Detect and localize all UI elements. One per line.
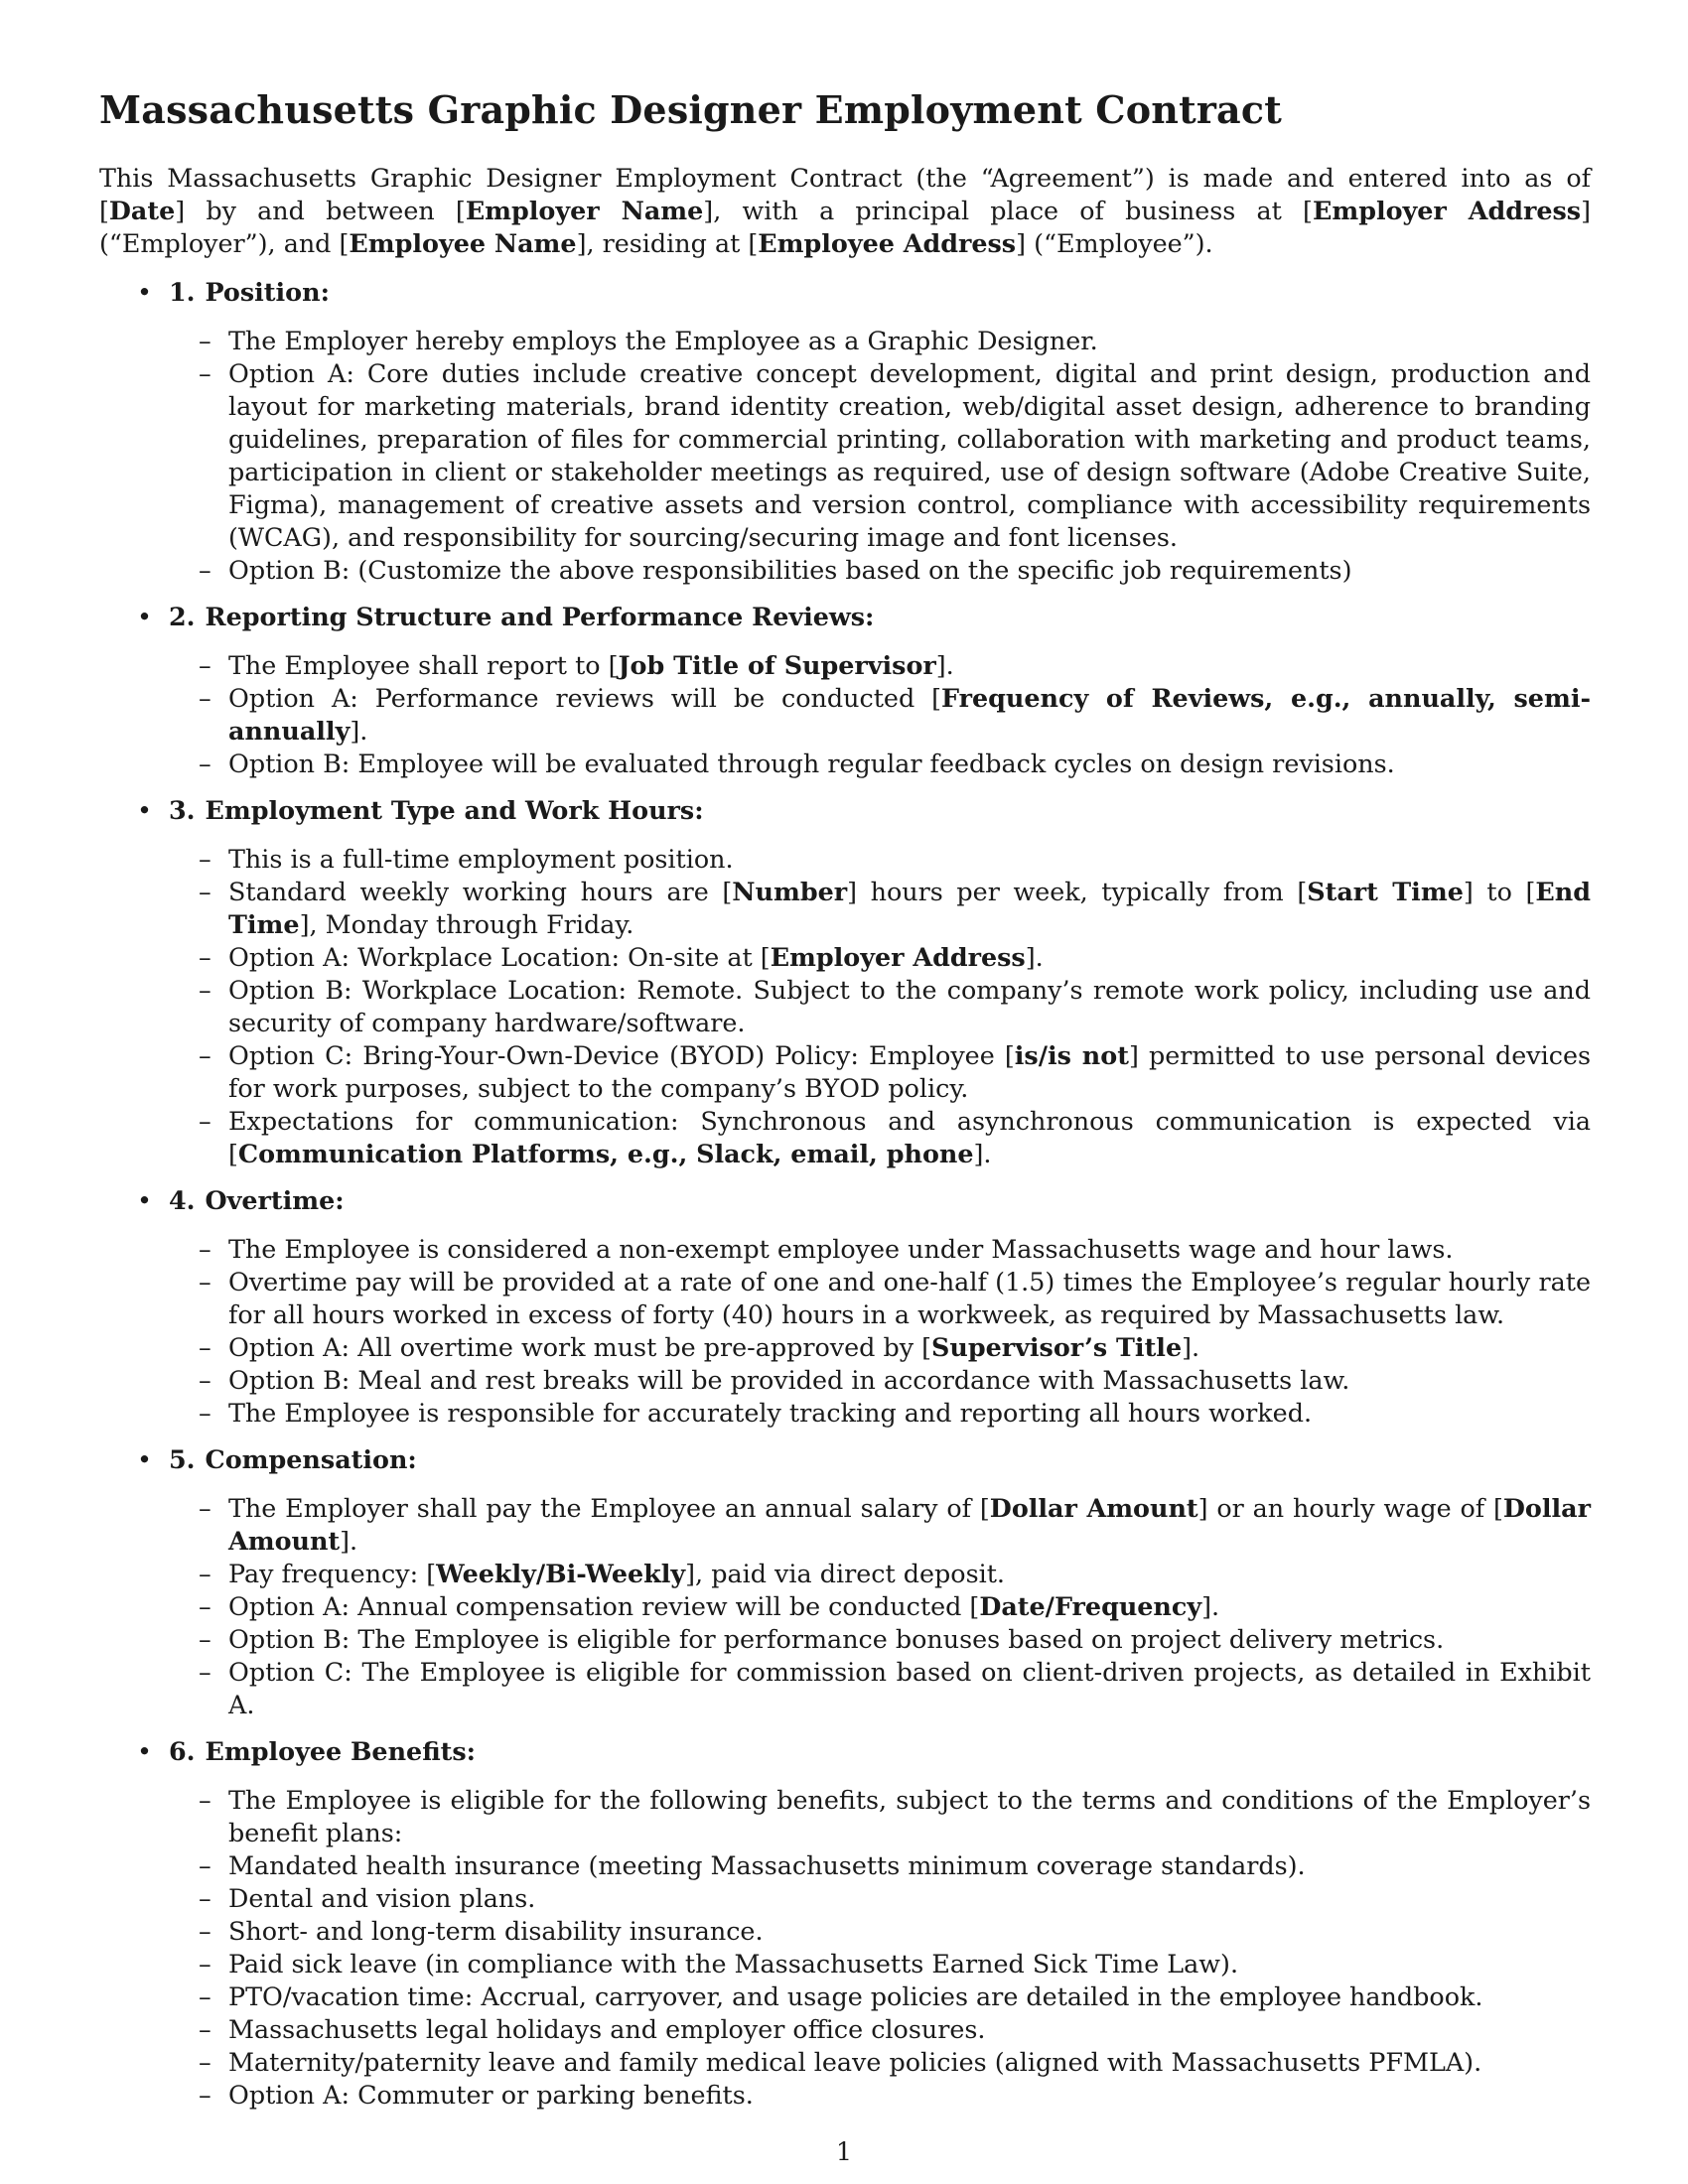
dash-icon: – — [199, 844, 211, 874]
list-item — [169, 357, 1591, 554]
text-run: The Employee is eligible for the following benefits, subject to the terms and conditions of the Employer’s benefit plans: — [228, 1785, 1591, 1847]
placeholder-field: Employer Address — [1312, 196, 1582, 225]
text-run: ]. — [1025, 942, 1044, 972]
list-item — [169, 1656, 1591, 1721]
text-run: Option B: Employee will be evaluated through regular feedback cycles on design revisions. — [228, 749, 1395, 778]
list-item — [169, 2079, 1591, 2112]
dash-icon: – — [199, 1916, 211, 1946]
list-item — [169, 843, 1591, 876]
text-run: Pay frequency: [ — [228, 1559, 437, 1588]
list-item — [169, 876, 1591, 941]
text-run: The Employer shall pay the Employee an annual salary of [ — [228, 1493, 990, 1523]
text-run: The Employee is considered a non-exempt employee under Massachusetts wage and hour laws. — [228, 1234, 1454, 1264]
dash-icon: – — [199, 942, 211, 972]
dash-icon: – — [199, 1267, 211, 1297]
dash-icon: – — [199, 1106, 211, 1136]
dash-icon: – — [199, 1493, 211, 1523]
list-item — [169, 1233, 1591, 1266]
section-heading — [169, 276, 1591, 309]
section-number: 2. — [169, 602, 196, 631]
section-heading — [169, 1443, 1591, 1476]
bullet-icon: • — [137, 795, 152, 825]
list-item — [169, 649, 1591, 682]
text-run: Short- and long-term disability insurance. — [228, 1916, 764, 1946]
list-item — [169, 325, 1591, 357]
text-run: This is a full-time employment position. — [228, 844, 734, 874]
list-item — [169, 1915, 1591, 1948]
placeholder-field: Job Title of Supervisor — [618, 650, 936, 680]
text-run: Option C: The Employee is eligible for commission based on client-driven projects, as detailed in Exhibit A. — [228, 1657, 1591, 1719]
dash-icon: – — [199, 650, 211, 680]
section-6 — [99, 1735, 1591, 2112]
list-item — [169, 1039, 1591, 1105]
dash-icon: – — [199, 975, 211, 1005]
placeholder-field: Dollar Amount — [989, 1493, 1198, 1523]
text-run: ]. — [1201, 1591, 1220, 1621]
page-number: 1 — [835, 2136, 853, 2166]
section-items — [169, 1784, 1591, 2112]
section-title: Employee Benefits: — [205, 1736, 477, 1766]
section-1 — [99, 276, 1591, 587]
dash-icon: – — [199, 1591, 211, 1621]
dash-icon: – — [199, 1040, 211, 1070]
text-run: ]. — [340, 1526, 358, 1556]
text-run: ], Monday through Friday. — [299, 909, 634, 939]
text-run: ] by and between [ — [175, 196, 466, 225]
text-run: ], paid via direct deposit. — [685, 1559, 1005, 1588]
dash-icon: – — [199, 1850, 211, 1880]
bullet-icon: • — [137, 1444, 152, 1474]
list-item — [169, 1105, 1591, 1170]
section-heading — [169, 601, 1591, 633]
section-items — [169, 843, 1591, 1170]
dash-icon: – — [199, 683, 211, 713]
section-title: Overtime: — [205, 1185, 345, 1215]
bullet-icon: • — [137, 602, 152, 631]
dash-icon: – — [199, 749, 211, 778]
placeholder-field: Date — [108, 196, 176, 225]
dash-icon: – — [199, 877, 211, 906]
dash-icon: – — [199, 1398, 211, 1428]
dash-icon: – — [199, 1365, 211, 1395]
section-items — [169, 649, 1591, 780]
text-run: Option A: Performance reviews will be conducted [ — [228, 683, 942, 713]
placeholder-field: Supervisor’s Title — [931, 1332, 1183, 1362]
text-run: ] or an hourly wage of [ — [1197, 1493, 1503, 1523]
list-item — [169, 1266, 1591, 1331]
text-run: Option A: Workplace Location: On-site at [ — [228, 942, 771, 972]
intro-paragraph — [99, 162, 1591, 260]
list-item — [169, 1882, 1591, 1915]
placeholder-field: Employer Address — [770, 942, 1026, 972]
list-item — [169, 1980, 1591, 2013]
text-run: Standard weekly working hours are [ — [228, 877, 733, 906]
text-run: ] (“Employee”). — [1016, 228, 1213, 258]
text-run: Dental and vision plans. — [228, 1883, 536, 1913]
list-item — [169, 2013, 1591, 2046]
list-item — [169, 1331, 1591, 1364]
section-2 — [99, 601, 1591, 780]
section-title: Employment Type and Work Hours: — [205, 795, 704, 825]
text-run: Massachusetts legal holidays and employer office closures. — [228, 2014, 986, 2044]
placeholder-field: Start Time — [1307, 877, 1464, 906]
page-title: Massachusetts Graphic Designer Employment Contract — [99, 87, 1282, 132]
placeholder-field: is/is not — [1014, 1040, 1129, 1070]
dash-icon: – — [199, 326, 211, 355]
section-5 — [99, 1443, 1591, 1721]
text-run: ], residing at [ — [576, 228, 759, 258]
bullet-icon: • — [137, 1736, 152, 1766]
text-run: ] (“Employer”), and [ — [99, 196, 1592, 258]
placeholder-field: End Time — [228, 877, 1591, 939]
dash-icon: – — [199, 2014, 211, 2044]
text-run: Overtime pay will be provided at a rate of one and one-half (1.5) times the Employee’s regular hourly rate for all hours worked in excess of forty (40) hours in a workweek, as required by Massachusetts law. — [228, 1267, 1591, 1329]
section-4 — [99, 1184, 1591, 1430]
dash-icon: – — [199, 555, 211, 585]
section-number: 6. — [169, 1736, 196, 1766]
text-run: ] permitted to use personal devices for work purposes, subject to the company’s BYOD policy. — [228, 1040, 1591, 1103]
placeholder-field: Dollar Amount — [228, 1493, 1591, 1556]
list-item — [169, 1397, 1591, 1430]
dash-icon: – — [199, 1883, 211, 1913]
list-item — [169, 1492, 1591, 1558]
section-items — [169, 1233, 1591, 1430]
text-run: Option B: (Customize the above responsibilities based on the specific job requirements) — [228, 555, 1352, 585]
text-run: Expectations for communication: Synchronous and asynchronous communication is expected via [ — [228, 1106, 1591, 1168]
list-item — [169, 1590, 1591, 1623]
list-item — [169, 1948, 1591, 1980]
text-run: ], with a principal place of business at [ — [703, 196, 1313, 225]
text-run: Option B: Meal and rest breaks will be provided in accordance with Massachusetts law. — [228, 1365, 1350, 1395]
list-item — [169, 748, 1591, 780]
text-run: ] to [ — [1463, 877, 1536, 906]
dash-icon: – — [199, 1949, 211, 1979]
text-run: PTO/vacation time: Accrual, carryover, and usage policies are detailed in the employee handbook. — [228, 1981, 1483, 2011]
text-run: ]. — [1182, 1332, 1200, 1362]
dash-icon: – — [199, 2047, 211, 2077]
placeholder-field: Employee Address — [758, 228, 1017, 258]
dash-icon: – — [199, 1657, 211, 1687]
text-run: Option A: Annual compensation review will be conducted [ — [228, 1591, 980, 1621]
section-heading — [169, 1735, 1591, 1768]
text-run: Option C: Bring-Your-Own-Device (BYOD) Policy: Employee [ — [228, 1040, 1015, 1070]
text-run: This Massachusetts Graphic Designer Employment Contract (the “Agreement”) is made and entered into as of [ — [99, 163, 1591, 225]
dash-icon: – — [199, 1981, 211, 2011]
list-item — [169, 1364, 1591, 1397]
list-item — [169, 2046, 1591, 2079]
section-list — [99, 276, 1591, 2112]
dash-icon: – — [199, 1624, 211, 1654]
text-run: Option A: Commuter or parking benefits. — [228, 2080, 754, 2110]
placeholder-field: Frequency of Reviews, e.g., annually, semi-annually — [228, 683, 1592, 746]
section-number: 3. — [169, 795, 196, 825]
dash-icon: – — [199, 2080, 211, 2110]
placeholder-field: Employee Name — [349, 228, 577, 258]
list-item — [169, 941, 1591, 974]
bullet-icon: • — [137, 277, 152, 307]
section-heading — [169, 1184, 1591, 1217]
list-item — [169, 682, 1591, 748]
text-run: Paid sick leave (in compliance with the Massachusetts Earned Sick Time Law). — [228, 1949, 1239, 1979]
text-run: Option A: All overtime work must be pre-approved by [ — [228, 1332, 932, 1362]
section-number: 5. — [169, 1444, 196, 1474]
text-run: Maternity/paternity leave and family medical leave policies (aligned with Massachusetts PFMLA). — [228, 2047, 1482, 2077]
placeholder-field: Weekly/Bi-Weekly — [436, 1559, 686, 1588]
list-item — [169, 1784, 1591, 1849]
bullet-icon: • — [137, 1185, 152, 1215]
text-run: ]. — [973, 1139, 992, 1168]
dash-icon: – — [199, 1332, 211, 1362]
section-number: 4. — [169, 1185, 196, 1215]
text-run: The Employer hereby employs the Employee as a Graphic Designer. — [228, 326, 1098, 355]
placeholder-field: Number — [732, 877, 848, 906]
list-item — [169, 554, 1591, 587]
dash-icon: – — [199, 1559, 211, 1588]
text-run: The Employee is responsible for accurately tracking and reporting all hours worked. — [228, 1398, 1313, 1428]
text-run: ]. — [935, 650, 954, 680]
dash-icon: – — [199, 358, 211, 388]
placeholder-field: Date/Frequency — [979, 1591, 1202, 1621]
dash-icon: – — [199, 1234, 211, 1264]
text-run: Mandated health insurance (meeting Massachusetts minimum coverage standards). — [228, 1850, 1306, 1880]
section-3 — [99, 794, 1591, 1170]
section-items — [169, 1492, 1591, 1721]
section-heading — [169, 794, 1591, 827]
placeholder-field: Communication Platforms, e.g., Slack, email, phone — [237, 1139, 974, 1168]
contract-page — [99, 87, 1591, 2125]
section-title: Reporting Structure and Performance Reviews: — [205, 602, 875, 631]
text-run: Option B: The Employee is eligible for performance bonuses based on project delivery metrics. — [228, 1624, 1445, 1654]
section-items — [169, 325, 1591, 587]
text-run: Option B: Workplace Location: Remote. Subject to the company’s remote work policy, including use and security of company hardware/software. — [228, 975, 1591, 1037]
section-title: Position: — [205, 277, 330, 307]
list-item — [169, 1623, 1591, 1656]
text-run: Option A: Core duties include creative concept development, digital and print design, production and layout for marketing materials, brand identity creation, web/digital asset design, adherence to branding guidelines, preparation of files for commercial printing, collaboration with marketing and product teams, participation in client or stakeholder meetings as required, use of design software (Adobe Creative Suite, Figma), management of creative assets and version control, compliance with accessibility requirements (WCAG), and responsibility for sourcing/securing image and font licenses. — [228, 358, 1591, 552]
text-run: ] hours per week, typically from [ — [847, 877, 1308, 906]
list-item — [169, 1849, 1591, 1882]
text-run: ]. — [350, 716, 368, 746]
text-run: The Employee shall report to [ — [228, 650, 619, 680]
section-number: 1. — [169, 277, 196, 307]
list-item — [169, 974, 1591, 1039]
dash-icon: – — [199, 1785, 211, 1815]
section-title: Compensation: — [205, 1444, 417, 1474]
placeholder-field: Employer Name — [465, 196, 704, 225]
list-item — [169, 1558, 1591, 1590]
